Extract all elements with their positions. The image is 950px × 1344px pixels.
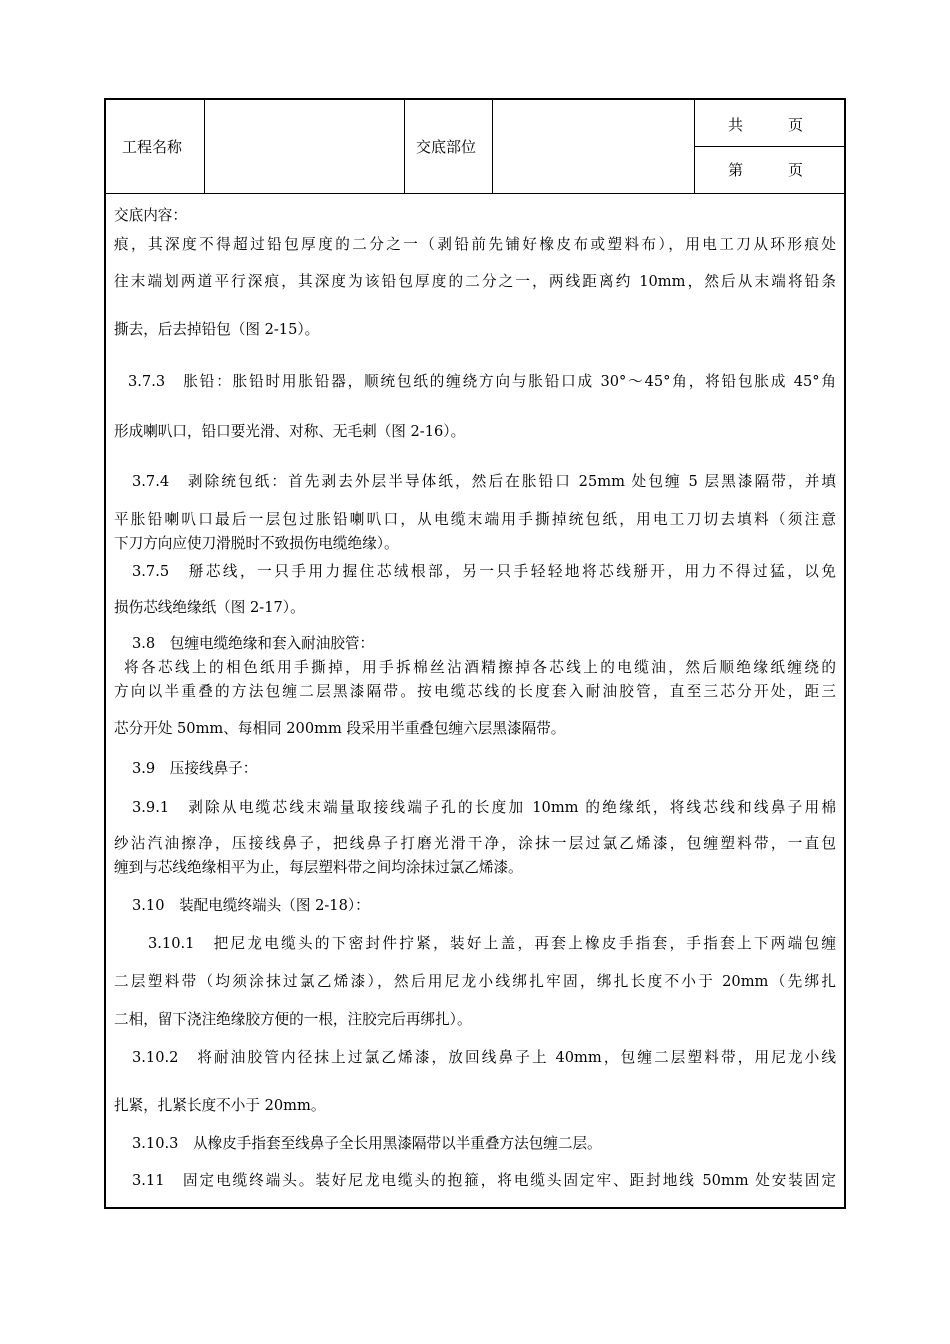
content-line: 芯分开处 50mm、每相同 200mm 段采用半重叠包缠六层黑漆隔带。 xyxy=(114,720,566,737)
disclosure-form xyxy=(104,98,846,1209)
divider xyxy=(404,100,405,193)
content-line: 缠到与芯线绝缘相平为止，每层塑料带之间均涂抹过氯乙烯漆。 xyxy=(114,859,523,876)
divider xyxy=(204,100,205,193)
total-pages-label: 共 页 xyxy=(728,116,804,134)
content-line: 3.7.3 胀铅：胀铅时用胀铅器，顺统包纸的缠绕方向与胀铅口成 30°～45°角，将铅包胀成 45°角 xyxy=(128,373,836,390)
content-line: 方向以半重叠的方法包缠二层黑漆隔带。按电缆芯线的长度套入耐油胶管，直至三芯分开处，距三 xyxy=(114,683,836,700)
content-line: 3.8 包缠电缆绝缘和套入耐油胶管： xyxy=(132,635,375,652)
content-line: 3.7.4 剥除统包纸：首先剥去外层半导体纸，然后在胀铅口 25mm 处包缠 5 层黑漆隔带，并填 xyxy=(132,473,836,490)
content-line: 撕去，后去掉铅包（图 2-15）。 xyxy=(114,321,320,338)
content-line: 3.9.1 剥除从电缆芯线末端量取接线端子孔的长度加 10mm 的绝缘纸，将线芯线和线鼻子用棉 xyxy=(132,799,836,816)
content-line: 下刀方向应使刀滑脱时不致损伤电缆绝缘）。 xyxy=(114,535,399,552)
content-line: 二层塑料带（均须涂抹过氯乙烯漆），然后用尼龙小线绑扎牢固，绑扎长度不小于 20mm（先绑扎 xyxy=(114,973,836,990)
content-line: 形成喇叭口，铅口要光滑、对称、无毛刺（图 2-16）。 xyxy=(114,423,466,440)
content-line: 往末端划两道平行深痕，其深度为该铅包厚度的二分之一，两线距离约 10mm，然后从末端将铅条 xyxy=(114,273,836,290)
content-line: 3.10.2 将耐油胶管内径抹上过氯乙烯漆，放回线鼻子上 40mm，包缠二层塑料带，用尼龙小线 xyxy=(132,1049,836,1066)
content-line: 将各芯线上的相色纸用手撕掉，用手拆棉丝沾酒精擦掉各芯线上的电缆油，然后顺绝缘纸缠绕的 xyxy=(124,659,836,676)
content-line: 痕，其深度不得超过铅包厚度的二分之一（剥铅前先铺好橡皮布或塑料布），用电工刀从环形痕处 xyxy=(114,236,836,253)
content-line: 3.10.3 从橡皮手指套至线鼻子全长用黑漆隔带以半重叠方法包缠二层。 xyxy=(132,1135,602,1152)
content-line: 平胀铅喇叭口最后一层包过胀铅喇叭口，从电缆末端用手撕掉统包纸，用电工刀切去填料（须注意 xyxy=(114,511,836,528)
content-line: 3.11 固定电缆终端头。装好尼龙电缆头的抱箍，将电缆头固定牢、距封地线 50mm 处安装固定 xyxy=(132,1172,836,1189)
content-line: 3.10.1 把尼龙电缆头的下密封件拧紧，装好上盖，再套上橡皮手指套，手指套上下两端包缠 xyxy=(148,935,836,952)
content-line: 3.7.5 掰芯线，一只手用力握住芯绒根部，另一只手轻轻地将芯线掰开，用力不得过猛，以免 xyxy=(132,563,836,580)
divider xyxy=(492,100,493,193)
disclosure-part-label: 交底部位 xyxy=(416,138,477,156)
page-number-label: 第 页 xyxy=(728,161,804,179)
content-line: 3.9 压接线鼻子： xyxy=(132,760,258,777)
content-line: 二相，留下浇注绝缘胶方便的一根，注胶完后再绑扎）。 xyxy=(114,1011,472,1028)
content-line: 3.10 装配电缆终端头（图 2-18）： xyxy=(132,897,370,914)
form-header xyxy=(106,100,844,194)
content-line: 损伤芯线绝缘纸（图 2-17）。 xyxy=(114,599,305,616)
divider xyxy=(694,146,844,147)
content-line: 纱沾汽油擦净，压接线鼻子，把线鼻子打磨光滑干净，涂抹一层过氯乙烯漆，包缠塑料带，一直包 xyxy=(114,835,836,852)
content-intro: 交底内容： xyxy=(114,207,187,224)
content-line: 扎紧，扎紧长度不小于 20mm。 xyxy=(114,1097,326,1114)
project-name-label: 工程名称 xyxy=(122,138,183,156)
